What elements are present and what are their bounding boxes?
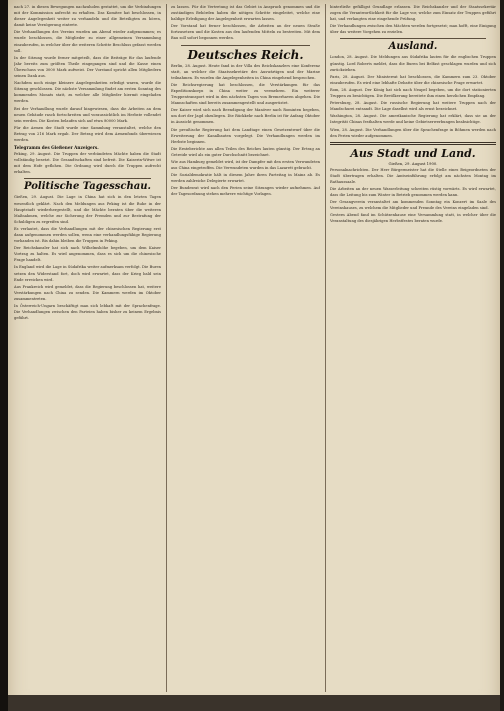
- article-paragraph: zu lassen. Für die Vertretung ist das Gebiet in Anspruch genommen und die zuständigen Behörden haben die nötigen Schritte eingeleitet, welche eine baldige Erledigung der Angelegenheit erwarten lassen.: [171, 5, 320, 22]
- section-divider: [340, 38, 486, 39]
- article-paragraph: Gestern Abend fand im Schützenhause eine Versammlung statt, in welcher über die Veranstaltung des diesjährigen Herbstfestes beraten wurde.: [330, 213, 496, 224]
- article-paragraph: In der Sitzung wurde ferner mitgeteilt, dass die Beiträge für das laufende Jahr bereits zum größten Theile eingegangen sind und die Kasse einen Überschuss von 3000 Mark aufweist. Der Vorstand spricht allen Mitgliedern seinen Dank aus.: [14, 55, 161, 79]
- article-paragraph: Aus Frankreich wird gemeldet, dass die Regierung beschlossen hat, weitere Verstärkungen nach China zu senden. Die Kammern werden im Oktober zusammentreten.: [14, 284, 161, 301]
- section-divider: [24, 178, 151, 179]
- article-paragraph: In Österreich-Ungarn beschäftigt man sich lebhaft mit der Sprachenfrage. Die Verhandlungen zwischen den Parteien haben bisher zu keinem Ergebnis geführt.: [14, 304, 161, 321]
- article-paragraph: Paris, 28. August. Der Ministerrat hat beschlossen, die Kammern zum 23. Oktober einzuberufen. Es wird eine lebhafte Debatte über die chinesische Frage erwartet.: [330, 74, 496, 85]
- article-paragraph: Personalnachrichten. Der Herr Bürgermeister hat die Stelle eines Beigeordneten der Stadt übertragen erhalten. Die Amtseinführung erfolgt am nächsten Montag im Rathaussaale.: [330, 167, 496, 184]
- article-paragraph: Es verlautet, dass die Verhandlungen mit der chinesischen Regierung erst dann aufgenommen werden sollen, wenn eine verhandlungsfähige Regierung vorhanden ist. Bis dahin bleiben die Truppen in Peking.: [14, 226, 161, 244]
- article-paragraph: Bei der Verhandlung wurde darauf hingewiesen, dass die Arbeiten an dem neuen Gebäude rasch fortschreiten und voraussichtlich im Herbste vollendet sein werden. Die Kosten belaufen sich auf etwa 80000 Mark.: [14, 106, 161, 123]
- article-paragraph: In England wird die Lage in Südafrika weiter aufmerksam verfolgt. Die Buren setzen den Widerstand fort, doch wird erwartet, dass der Krieg bald sein Ende erreichen wird.: [14, 265, 161, 282]
- section-divider: [330, 142, 496, 145]
- article-paragraph: Die Verhandlungen des Vereins wurden am Abend wieder aufgenommen; es wurde beschlossen, die Mitglieder zu einer allgemeinen Versammlung einzuberufen, in welcher über die weiteren Schritte Beschluss gefasst werden soll.: [14, 30, 161, 53]
- article-paragraph: Wie aus Hamburg gemeldet wird, ist der Dampfer mit den ersten Verwundeten aus China eingetroffen. Die Verwundeten wurden in das Lazarett gebracht.: [171, 159, 320, 171]
- section-heading-stadt: Aus Stadt und Land.: [350, 146, 476, 160]
- article-paragraph: Für die Armen der Stadt wurde eine Sammlung veranstaltet, welche den Betrag von 216 Mark ergab. Der Betrag wird dem Armenfonds überwiesen werden.: [14, 125, 161, 142]
- article-paragraph: hinterließe gefälligst Grundlage erlassen. Die Reichskanzler und der Staatssekretär zogen die Verantwortlichkeit für die Lage vor, welche zum Einsatz der Truppen geführt hat, und verlangten eine eingehende Prüfung.: [330, 5, 496, 22]
- article-paragraph: Die Arbeiten an der neuen Wasserleitung schreiten rüstig vorwärts. Es wird erwartet, dass die Leitung bis zum Winter in Betrieb genommen werden kann.: [330, 186, 496, 198]
- article-paragraph: Der Kaiser wird sich nach Beendigung der Manöver nach Rominten begeben, um dort der Jagd obzuliegen. Die Rückkehr nach Berlin ist für Anfang Oktober in Aussicht genommen.: [171, 108, 320, 125]
- dateline: Gießen, 29. August 1900.: [388, 160, 438, 166]
- article-paragraph: Die Verhandlungen zwischen den Mächten werden fortgesetzt; man hofft, eine Einigung über das weitere Vorgehen zu erzielen.: [330, 24, 496, 35]
- article-paragraph: Der Gesangverein veranstaltet am kommenden Sonntag ein Konzert im Saale des Vereinshauses, zu welchem die Mitglieder und Freunde des Vereins eingeladen sind.: [330, 200, 496, 211]
- article-paragraph: Berlin, 28. August. Heute fand in der Villa des Reichskanzlers eine Konferenz statt, an welcher die Staatssekretäre des Auswärtigen und der Marine teilnahmen. Es wurden die Angelegenheiten in China eingehend besprochen.: [171, 63, 320, 80]
- column-2: [171, 4, 320, 694]
- section-divider: [181, 45, 310, 46]
- column-rule: [166, 4, 167, 692]
- section-heading-reich: Deutsches Reich.: [187, 47, 304, 62]
- section-heading-ausland: Ausland.: [388, 41, 438, 53]
- article-paragraph: Der Bundesrat wird nach den Ferien seine Sitzungen wieder aufnehmen. Auf der Tagesordnung stehen mehrere wichtige Vorlagen.: [171, 186, 320, 197]
- telegram-heading: Telegramm des Gießener Anzeigers.: [14, 145, 99, 151]
- article-paragraph: Gießen, 29. August. Die Lage in China hat sich in den letzten Tagen wesentlich geklärt. Nach den Meldungen aus Peking ist die Ruhe in der Hauptstadt wiederhergestellt, und die Mächte beraten über die weiteren Maßnahmen, welche zur Sicherung der Fremden und zur Bestrafung der Schuldigen zu ergreifen sind.: [14, 195, 161, 224]
- section-heading-politik: Politische Tagesschau.: [24, 181, 151, 193]
- column-1: [14, 4, 161, 694]
- telegram-text: Peking, 29. August. Die Truppen der verbündeten Mächte haben die Stadt vollständig besetzt. Die Gesandtschaften sind befreit. Die Kaiserin-Witwe ist mit dem Hofe geflohen. Die Ordnung wird durch die Truppen aufrecht erhalten.: [14, 152, 161, 175]
- article-paragraph: Petersburg, 28. August. Die russische Regierung hat weitere Truppen nach der Mandschurei entsandt. Die Lage daselbst wird als ernst bezeichnet.: [330, 101, 496, 112]
- bottom-edge: [8, 695, 500, 711]
- article-paragraph: London, 28. August. Die Meldungen aus Südafrika lauten für die englischen Truppen günstig. Lord Roberts meldet, dass die Buren bei Belfast geschlagen wurden und sich zurückziehen.: [330, 55, 496, 72]
- column-3: [330, 4, 496, 694]
- article-paragraph: Wien, 28. August. Die Verhandlungen über die Sprachenfrage in Böhmen werden nach den Ferien wieder aufgenommen.: [330, 127, 496, 138]
- article-paragraph: Die Reichsregierung hat beschlossen, die Verstärkungen für das Expeditionskorps in China weiter zu vermehren. Ein weiterer Truppentransport wird in den nächsten Tagen von Bremerhaven abgehen. Die Mannschaften sind bereits zusammengestellt und ausgerüstet.: [171, 82, 320, 106]
- article-paragraph: Der Vorstand hat ferner beschlossen, die Arbeiten an der neuen Straße fortzusetzen und die Kosten aus den laufenden Mitteln zu bestreiten. Mit dem Bau soll sofort begonnen werden.: [171, 24, 320, 41]
- page-binding-edge: [0, 0, 8, 711]
- article-paragraph: Washington, 28. August. Die amerikanische Regierung hat erklärt, dass sie an der Integrität Chinas festhalten werde und keine Gebietserwerbungen beabsichtige.: [330, 114, 496, 125]
- page-right-edge: [500, 0, 504, 711]
- article-paragraph: Nachdem noch einige kleinere Angelegenheiten erledigt waren, wurde die Sitzung geschlossen. Die nächste Versammlung findet am ersten Sonntag des kommenden Monats statt, zu welcher alle Mitglieder hiermit eingeladen werden.: [14, 81, 161, 104]
- article-paragraph: Die Ernteberichte aus allen Teilen des Reiches lauten günstig. Der Ertrag an Getreide wird als ein guter Durchschnitt bezeichnet.: [171, 146, 320, 157]
- article-paragraph: Rom, 28. August. Der König hat sich nach Neapel begeben, um die dort stationierten Truppen zu besichtigen. Die Bevölkerung bereitete ihm einen herzlichen Empfang.: [330, 87, 496, 99]
- article-paragraph: Der Reichskanzler hat sich nach Wilhelmshöhe begeben, um dem Kaiser Vortrag zu halten. Es wird angenommen, dass es sich um die chinesische Frage handelt.: [14, 246, 161, 263]
- column-rule: [325, 4, 326, 692]
- article-paragraph: Die Sozialdemokratie hält in diesem Jahre ihren Parteitag in Mainz ab. Es werden zahlreiche Delegierte erwartet.: [171, 173, 320, 184]
- article-paragraph: nach 27. in diesen Bewegungen nachzuholen gestattet, um die Verbindungen mit der Kommission aufrecht zu erhalten. Das Komitee hat beschlossen, in dieser Angelegenheit weiter zu verhandeln und die Beteiligten zu hören, damit keine Verzögerung eintrete.: [14, 5, 161, 28]
- article-paragraph: Die preußische Regierung hat dem Landtage einen Gesetzentwurf über die Erweiterung der Kanalbauten vorgelegt. Die Verhandlungen werden im Herbste beginnen.: [171, 127, 320, 144]
